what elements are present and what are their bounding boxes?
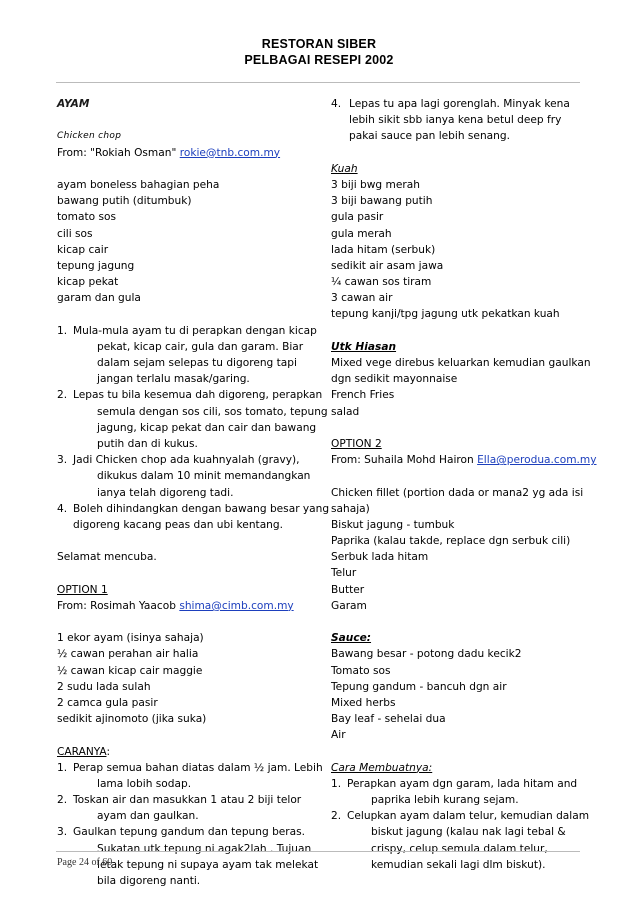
category-heading: AYAM (57, 98, 90, 110)
step-text: pakai sauce pan lebih senang. (349, 130, 510, 143)
right-column (331, 96, 597, 873)
option2-heading: OPTION 2 (331, 437, 382, 450)
step-text: Jadi Chicken chop ada kuahnyalah (gravy), (73, 454, 300, 467)
step-text: Sukatan utk tepung ni agak2lah . Tujuan (97, 842, 312, 855)
option1-email-link[interactable]: shima@cimb.com.my (179, 599, 294, 612)
ingredient-item: 1 ekor ayam (isinya sahaja) (57, 632, 204, 645)
step-text: jagung, kicap pekat dan cair dan bawang (97, 421, 317, 434)
ingredient-item: tomato sos (57, 211, 116, 224)
page-number: Page 24 of 60 (57, 857, 113, 868)
step-text: jangan terlalu masak/garing. (97, 373, 250, 386)
step-number: 1. (57, 761, 68, 774)
step-number: 1. (331, 777, 342, 790)
step-text: semula dengan sos cili, sos tomato, tepung (97, 405, 328, 418)
kuah-heading: Kuah (331, 162, 358, 175)
step-text: ianya telah digoreng tadi. (97, 486, 234, 499)
step-text: paprika lebih kurang sejam. (371, 794, 519, 807)
kuah-item: gula pasir (331, 211, 384, 224)
ingredient-item: bawang putih (ditumbuk) (57, 195, 192, 208)
step-text: digoreng kacang peas dan ubi kentang. (73, 518, 283, 531)
kuah-item: lada hitam (serbuk) (331, 243, 436, 256)
cara-step-list (331, 776, 590, 873)
step-item (57, 387, 328, 452)
sauce-item: Air (331, 729, 346, 742)
sauce-item: Bawang besar - potong dadu kecik2 (331, 648, 522, 661)
caranya-step-list (57, 760, 323, 890)
step-text: bila digoreng nanti. (97, 875, 201, 887)
kuah-item: ¼ cawan sos tiram (331, 276, 432, 289)
step-text: Mula-mula ayam tu di perapkan dengan kicap (73, 324, 317, 337)
hiasan-heading: Utk Hiasan (331, 340, 397, 353)
option2-item: Telur (331, 567, 357, 580)
step-number: 2. (331, 810, 342, 823)
step-text: Boleh dihindangkan dengan bawang besar yang (73, 502, 330, 515)
step-list (57, 323, 330, 533)
step-text: lebih sikit sbb ianya kena betul deep fry (349, 114, 562, 127)
option2-item: Biskut jagung - tumbuk (331, 518, 455, 531)
step-number: 2. (57, 794, 68, 807)
step-number: 4. (331, 98, 342, 110)
caranya-title: CARANYA (57, 745, 107, 758)
option1-ingredient-list (57, 630, 315, 727)
kuah-item: sedikit air asam jawa (331, 259, 444, 272)
step-text: putih dan di kukus. (97, 437, 198, 450)
kuah-item: 3 biji bwg merah (331, 178, 420, 191)
header-rule (56, 82, 580, 83)
from-label: From: Suhaila Mohd Hairon (331, 454, 474, 467)
step-number: 3. (57, 454, 68, 467)
step-number: 3. (57, 826, 68, 839)
option2-item: Garam (331, 599, 367, 612)
from-label: From: Rosimah Yaacob (57, 599, 176, 612)
kuah-item: tepung kanji/tpg jagung utk pekatkan kuah (331, 308, 560, 321)
sauce-heading: Sauce: (331, 632, 372, 645)
step-text: kemudian sekali lagi dlm biskut). (371, 858, 546, 871)
step-text: dikukus dalam 10 minit memandangkan (97, 470, 311, 483)
ingredient-item: kicap pekat (57, 276, 119, 289)
page-header (0, 36, 638, 68)
ingredient-item: sedikit ajinomoto (jika suka) (57, 713, 207, 726)
kuah-list (331, 177, 583, 323)
option2-item: Chicken fillet (portion dada or mana2 yg ada isi (331, 486, 584, 499)
step-item (57, 452, 315, 501)
kuah-item: 3 cawan air (331, 292, 393, 305)
sauce-item: Tepung gandum - bancuh dgn air (331, 680, 507, 693)
option2-item: Paprika (kalau takde, replace dgn serbuk cili) (331, 535, 571, 548)
step-number: 4. (57, 502, 68, 515)
recipe-author (57, 145, 315, 161)
ingredient-item: garam dan gula (57, 292, 141, 305)
ingredient-item: ½ cawan perahan air halia (57, 648, 199, 661)
option2-item: Serbuk lada hitam (331, 551, 429, 564)
hiasan-item: French Fries (331, 389, 395, 402)
step-item (57, 792, 315, 824)
step-text: crispy, celup semula dalam telur, (371, 842, 548, 855)
step-text: Celupkan ayam dalam telur, kemudian dalam (347, 810, 590, 823)
hiasan-item: dgn sedikit mayonnaise (331, 373, 458, 386)
option1-heading: OPTION 1 (57, 583, 108, 596)
step-text: Toskan air dan masukkan 1 atau 2 biji telor (73, 794, 302, 807)
hiasan-list (331, 355, 591, 420)
from-label: From: "Rokiah Osman" (57, 146, 177, 159)
option1-author (57, 598, 315, 614)
step-text: letak tepung ni supaya ayam tak melekat (97, 858, 319, 871)
step-text: Lepas tu bila kesemua dah digoreng, perapkan (73, 389, 323, 402)
option2-item: sahaja) (331, 502, 370, 515)
ingredient-item: 2 sudu lada sulah (57, 680, 151, 693)
step-item (331, 96, 583, 145)
header-title: RESTORAN SIBER (261, 37, 377, 51)
sauce-item: Tomato sos (331, 664, 391, 677)
option2-email-link[interactable]: Ella@perodua.com.my (477, 454, 597, 467)
step-text: dalam sejam selepas tu digoreng tapi (97, 357, 297, 369)
left-column (57, 96, 330, 889)
hiasan-item: Mixed vege direbus keluarkan kemudian gaulkan (331, 357, 591, 369)
sauce-item: Bay leaf - sehelai dua (331, 713, 446, 726)
ingredient-item: 2 camca gula pasir (57, 696, 158, 709)
step-text: ayam dan gaulkan. (97, 810, 199, 823)
step-item (331, 808, 590, 873)
ingredient-item: tepung jagung (57, 259, 135, 272)
caranya-colon: : (106, 745, 111, 758)
sauce-list (331, 646, 583, 743)
step-text: Lepas tu apa lagi gorenglah. Minyak kena (349, 98, 570, 110)
step-text: pekat, kicap cair, gula dan garam. Biar (97, 340, 304, 353)
step-number: 1. (57, 324, 68, 337)
closing-note: Selamat mencuba. (57, 551, 157, 564)
step-number: 2. (57, 389, 68, 402)
step-text: Perap semua bahan diatas dalam ½ jam. Lebih (73, 761, 323, 774)
hiasan-item: salad (331, 405, 360, 418)
sauce-item: Mixed herbs (331, 696, 396, 709)
option2-list (331, 485, 583, 615)
option2-item: Butter (331, 583, 365, 596)
option2-author (331, 452, 597, 468)
ingredient-item: cili sos (57, 227, 93, 240)
step-item (57, 501, 330, 533)
step-item (331, 776, 583, 808)
step-text: lama lobih sodap. (97, 777, 192, 790)
author-email-link[interactable]: rokie@tnb.com.my (179, 146, 281, 159)
ingredient-list (57, 177, 315, 307)
cara-heading: Cara Membuatnya: (331, 761, 433, 774)
recipe-title: Chicken chop (57, 131, 122, 142)
ingredient-item: kicap cair (57, 243, 109, 256)
header-subtitle: PELBAGAI RESEPI 2002 (244, 53, 394, 67)
step-text: Gaulkan tepung gandum dan tepung beras. (73, 826, 306, 839)
step-text: biskut jagung (kalau nak lagi tebal & (371, 826, 566, 839)
ingredient-item: ayam boneless bahagian peha (57, 178, 220, 191)
ingredient-item: ½ cawan kicap cair maggie (57, 664, 203, 677)
step-item (57, 760, 323, 792)
step-item (57, 323, 315, 388)
caranya-heading (57, 744, 315, 760)
kuah-item: gula merah (331, 227, 392, 240)
kuah-item: 3 biji bawang putih (331, 195, 433, 208)
step-text: Perapkan ayam dgn garam, lada hitam and (347, 777, 578, 790)
footer-rule (56, 851, 580, 852)
